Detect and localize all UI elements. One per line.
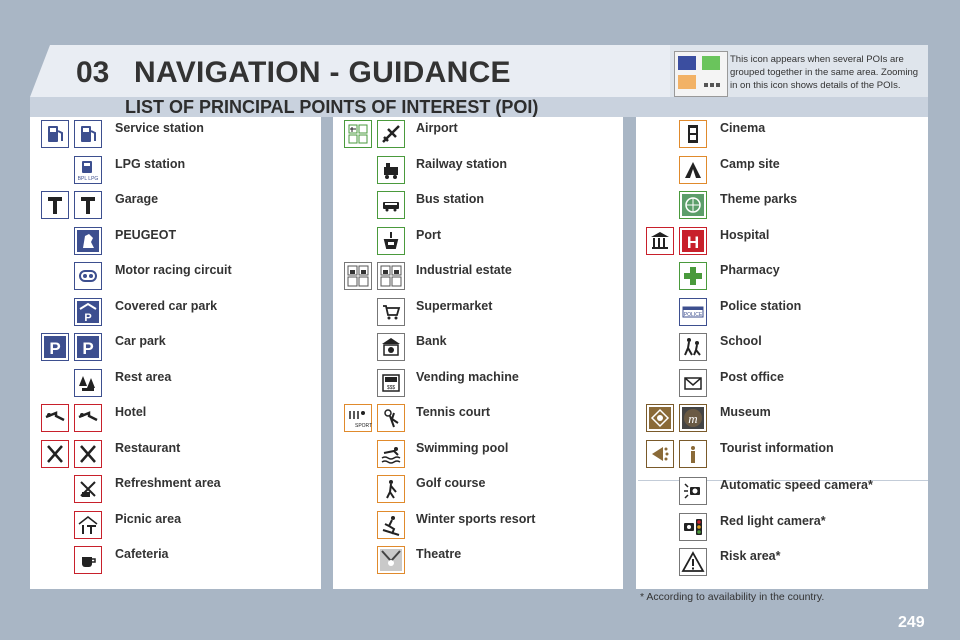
school-children-icon (679, 333, 707, 361)
poi-list-item (0, 259, 960, 293)
poi-list-item (0, 153, 960, 187)
poi-label: Golf course (416, 476, 486, 490)
poi-label: Port (416, 227, 441, 242)
poi-label: PEUGEOT (115, 227, 177, 242)
poi-list-item (0, 437, 960, 471)
poi-label: Supermarket (416, 298, 493, 313)
poi-list-item (0, 188, 960, 222)
envelope-icon (679, 369, 707, 397)
poi-label: Covered car park (115, 298, 218, 313)
svg-text:m: m (688, 411, 698, 426)
poi-label: Airport (416, 121, 458, 135)
poi-label: Automatic speed camera* (720, 478, 873, 492)
poi-label: Picnic area (115, 511, 182, 526)
poi-label: Railway station (416, 156, 507, 171)
poi-list-item (0, 545, 960, 579)
institution-icon (646, 227, 674, 255)
poi-label: Bank (416, 334, 447, 348)
info-icon (679, 440, 707, 468)
poi-label: Risk area* (720, 549, 781, 563)
poi-label: Tennis court (416, 405, 491, 419)
svg-text:BPL LPG: BPL LPG (77, 175, 99, 182)
poi-label: Museum (720, 405, 771, 419)
poi-label: Winter sports resort (416, 511, 536, 526)
note-text: This icon appears when several POIs are grouped together in the same area. Zooming in on this icon shows details of the POIs. (730, 54, 919, 91)
page-title: NAVIGATION - GUIDANCE (134, 56, 511, 89)
poi-label: Motor racing circuit (115, 263, 232, 277)
poi-label: Rest area (115, 369, 172, 384)
tent-icon (679, 156, 707, 184)
museum-m-icon (679, 404, 707, 432)
poi-label: Vending machine (416, 369, 519, 384)
poi-label: Post office (720, 369, 784, 384)
speed-camera-icon (679, 477, 707, 505)
grouped-poi-icon (674, 51, 728, 97)
red-light-camera-icon (679, 513, 707, 541)
pharmacy-cross-icon (679, 262, 707, 290)
page-subtitle: LIST OF PRINCIPAL POINTS OF INTEREST (POI) (125, 97, 539, 117)
svg-text:P: P (82, 339, 94, 358)
theme-park-icon (679, 191, 707, 219)
film-icon (679, 120, 707, 148)
tourist-group-icon (646, 440, 674, 468)
poi-label: Bus station (416, 192, 485, 206)
poi-label: Refreshment area (115, 476, 221, 490)
svg-text:P: P (84, 311, 92, 324)
poi-label: Cafeteria (115, 547, 169, 561)
poi-list-item (0, 330, 960, 364)
svg-text:$$$: $$$ (386, 384, 396, 391)
header-notch (30, 45, 50, 97)
page-number: 249 (898, 614, 925, 631)
svg-text:SPORT: SPORT (355, 423, 373, 429)
poi-label: Hotel (115, 405, 147, 419)
poi-label: School (720, 334, 762, 348)
poi-label: Pharmacy (720, 263, 780, 277)
poi-label: Industrial estate (416, 263, 512, 277)
poi-list-item (0, 474, 960, 508)
svg-text:P: P (49, 339, 61, 358)
poi-list-item (0, 224, 960, 258)
poi-label: Camp site (720, 156, 780, 171)
poi-label: Red light camera* (720, 513, 826, 528)
poi-label: Cinema (720, 121, 766, 135)
poi-list-item (0, 510, 960, 544)
poi-label: Car park (115, 334, 166, 348)
svg-text:POLICE: POLICE (683, 311, 703, 318)
poi-label: Theatre (416, 547, 462, 561)
police-icon (679, 298, 707, 326)
svg-text:H: H (686, 232, 700, 252)
poi-label: Theme parks (720, 192, 798, 206)
poi-label: Police station (720, 298, 802, 313)
poi-label: Service station (115, 121, 204, 135)
poi-list-item (0, 366, 960, 400)
poi-label: Swimming pool (416, 440, 509, 455)
poi-list-item (0, 295, 960, 329)
warning-triangle-icon (679, 548, 707, 576)
poi-list-item (0, 401, 960, 435)
poi-label: Tourist information (720, 440, 834, 455)
poi-list-item (0, 117, 960, 151)
footnote: * According to availability in the country. (640, 591, 825, 603)
hospital-icon (679, 227, 707, 255)
poi-label: Garage (115, 192, 159, 206)
poi-label: Restaurant (115, 440, 181, 455)
museum-icon (646, 404, 674, 432)
poi-label: LPG station (115, 156, 186, 171)
chapter-number: 03 (76, 56, 110, 89)
poi-label: Hospital (720, 227, 770, 242)
